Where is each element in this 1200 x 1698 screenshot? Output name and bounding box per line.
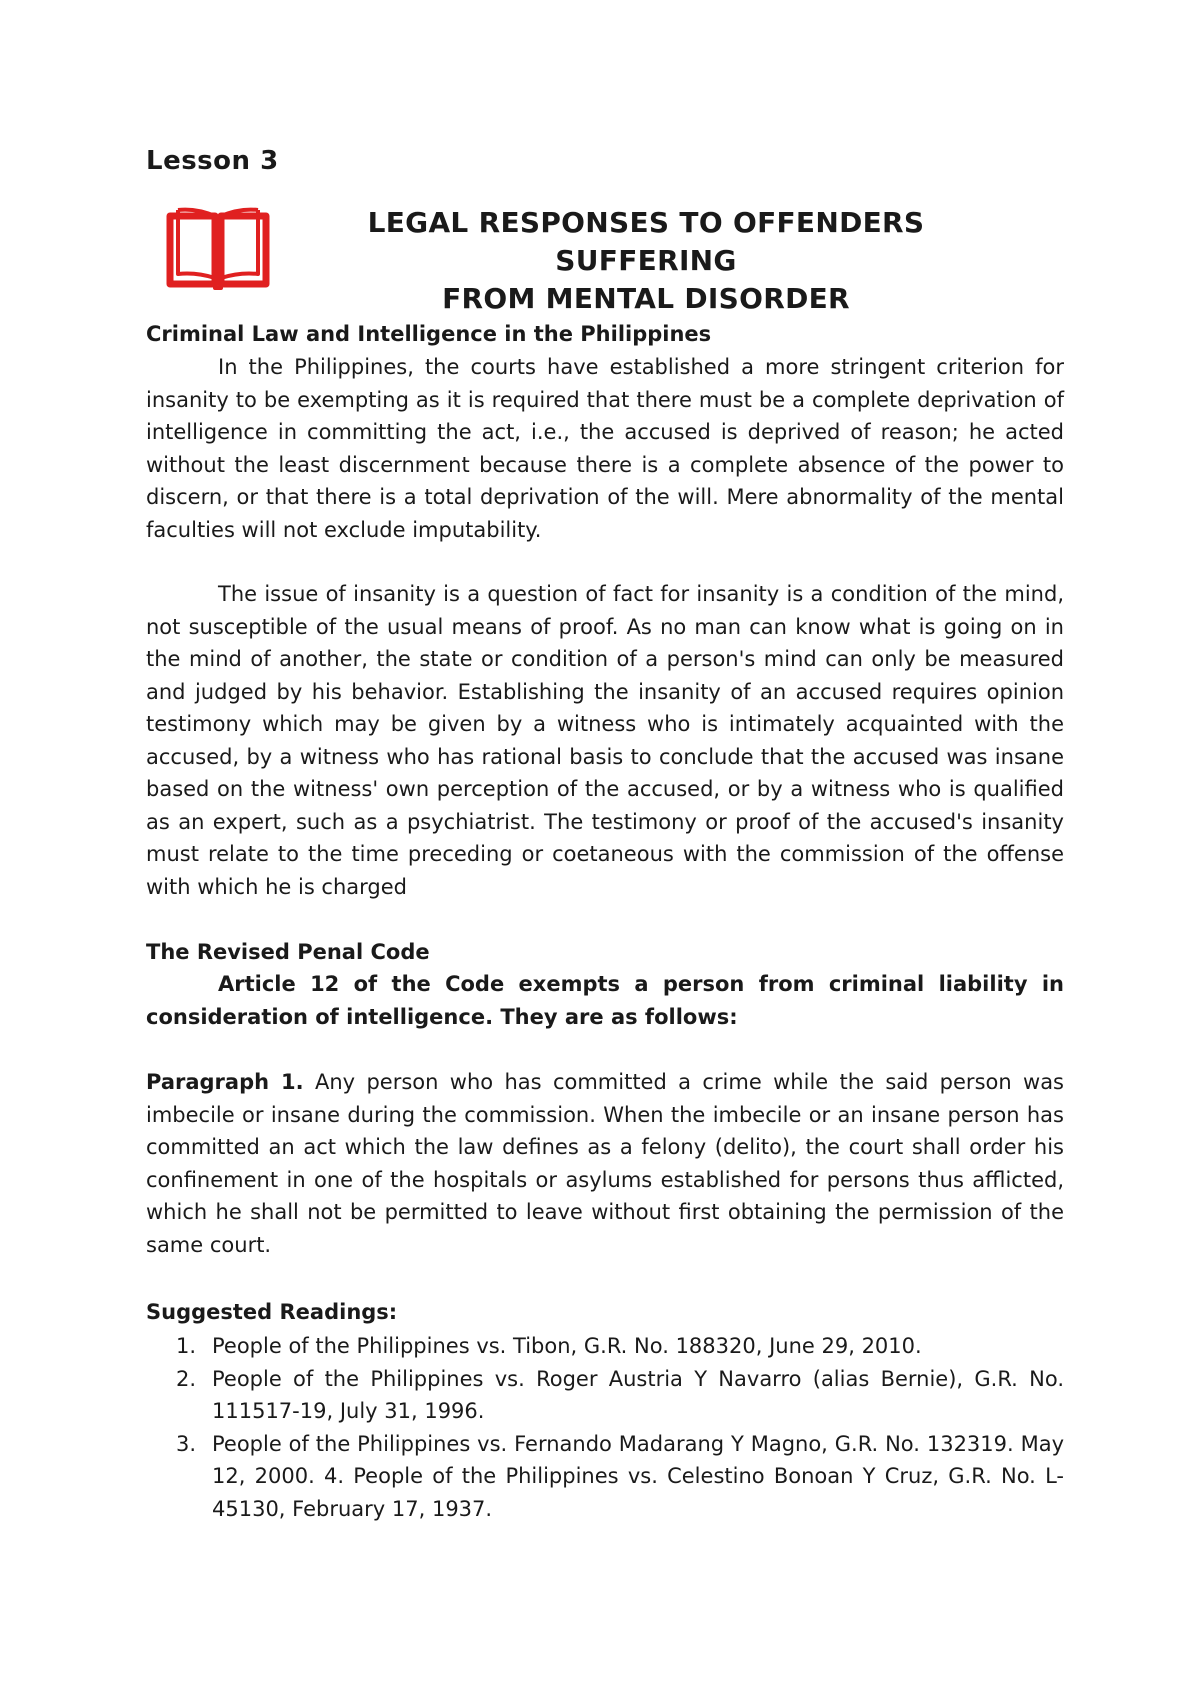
book-icon bbox=[166, 206, 270, 290]
list-item bbox=[176, 1330, 1064, 1363]
main-title-line1: LEGAL RESPONSES TO OFFENDERS SUFFERING bbox=[367, 206, 925, 277]
list-item-number: 1. bbox=[176, 1334, 197, 1358]
main-title bbox=[296, 204, 996, 318]
paragraph-insanity-fact: The issue of insanity is a question of fact for insanity is a condition of the mind, not susceptible of the usual means of proof. As no man can know what is going on in the mind of another, the state or condition of a person's mind can only be measured and judged by his behavior. Establishing the insanity of an accused requires opinion testimony which may be given by a witness who is intimately acquainted with the accused, by a witness who has rational basis to conclude that the accused was insane based on the witness' own perception of the accused, or by a witness who is qualified as an expert, such as a psychiatrist. The testimony or proof of the accused's insanity must relate to the time preceding or coetaneous with the commission of the offense with which he is charged bbox=[146, 582, 1064, 899]
list-item-number: 3. bbox=[176, 1431, 197, 1456]
main-title-line2: FROM MENTAL DISORDER bbox=[442, 282, 850, 315]
section-heading-revised-penal-code: The Revised Penal Code bbox=[146, 940, 430, 964]
list-item-text: People of the Philippines vs. Roger Austria Y Navarro (alias Bernie), G.R. No. 111517-19, July 31, 1996. bbox=[212, 1366, 1064, 1423]
list-item bbox=[176, 1363, 1064, 1428]
list-item-number: 2. bbox=[176, 1366, 197, 1391]
lesson-label: Lesson 3 bbox=[146, 146, 279, 176]
list-item bbox=[176, 1428, 1064, 1526]
paragraph-article-12: Article 12 of the Code exempts a person from criminal liability in consideration of intelligence. They are as follows: bbox=[146, 972, 1064, 1029]
paragraph-1-label: Paragraph 1. bbox=[146, 1070, 304, 1094]
list-item-text: People of the Philippines vs. Tibon, G.R. No. 188320, June 29, 2010. bbox=[212, 1334, 922, 1358]
readings-list bbox=[176, 1330, 1064, 1525]
paragraph-1-text: Any person who has committed a crime while the said person was imbecile or insane during the commission. When the imbecile or an insane person has committed an act which the law defines as a felony (delito), the court shall order his confinement in one of the hospitals or asylums established for persons thus afflicted, which he shall not be permitted to leave without first obtaining the permission of the same court. bbox=[146, 1070, 1065, 1257]
paragraph-1 bbox=[146, 1066, 1064, 1261]
section-heading-suggested-readings: Suggested Readings: bbox=[146, 1300, 398, 1324]
section-heading-criminal-law: Criminal Law and Intelligence in the Philippines bbox=[146, 322, 712, 346]
paragraph-intelligence: In the Philippines, the courts have established a more stringent criterion for insanity to be exempting as it is required that there must be a complete deprivation of intelligence in committing the act, i.e., the accused is deprived of reason; he acted without the least discernment because there is a complete absence of the power to discern, or that there is a total deprivation of the will. Mere abnormality of the mental faculties will not exclude imputability. bbox=[146, 355, 1064, 542]
list-item-text: People of the Philippines vs. Fernando Madarang Y Magno, G.R. No. 132319. May 12, 2000. 4. People of the Philippines vs. Celestino Bonoan Y Cruz, G.R. No. L-45130, February 17, 1937. bbox=[212, 1431, 1064, 1521]
